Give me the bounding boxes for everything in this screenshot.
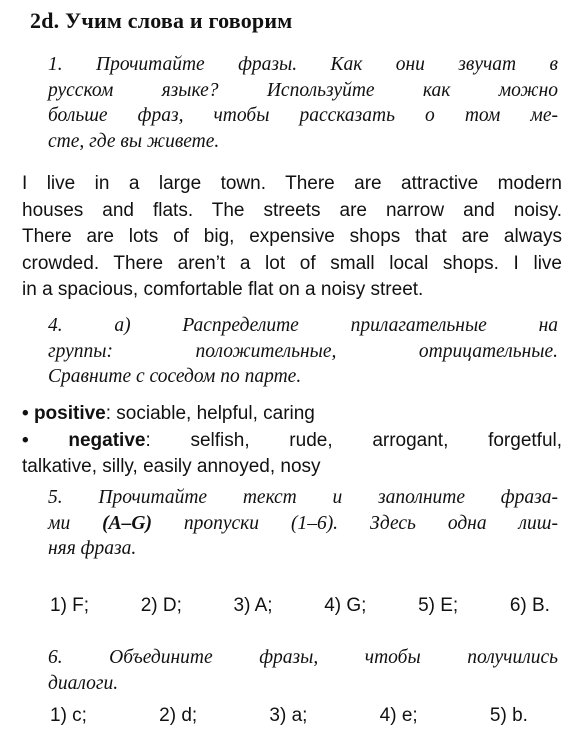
task-5-answers xyxy=(50,595,550,617)
positive-items: : sociable, helpful, caring xyxy=(105,403,315,424)
task-5-text: пропуски (1–6). Здесь одна лиш- xyxy=(151,512,558,534)
negative-label: negative xyxy=(68,429,146,451)
positive-list xyxy=(22,401,562,428)
task-5-text: ми xyxy=(48,512,103,534)
task-6-instructions xyxy=(48,645,558,696)
paragraph-line: I live in a large town. There are attractive modern xyxy=(22,173,562,194)
answer-item: 6) B. xyxy=(509,595,550,616)
negative-list xyxy=(22,428,562,455)
answer-item: 1) c; xyxy=(50,705,87,726)
task-5-line: няя фраза. xyxy=(48,538,137,559)
task-4-line: 4. а) Распределите прилагательные на xyxy=(48,315,558,336)
task-4-instructions xyxy=(48,313,558,390)
answer-item: 3) A; xyxy=(233,595,273,616)
answer-item: 2) d; xyxy=(159,705,198,726)
task-1-line: 1. Прочитайте фразы. Как они звучат в xyxy=(48,54,558,75)
positive-label: positive xyxy=(33,403,106,424)
description-paragraph xyxy=(22,171,562,304)
task-5-line: 5. Прочитайте текст и заполните фраза- xyxy=(48,487,558,508)
negative-items-continued: talkative, silly, easily annoyed, nosy xyxy=(22,456,321,477)
negative-items: : selfish, rude, arrogant, forgetful, xyxy=(145,429,563,451)
task-1-line: больше фраз, чтобы рассказать о том ме- xyxy=(48,105,558,126)
paragraph-line: in a spacious, comfortable flat on a noisy street. xyxy=(22,279,424,300)
task-5-range: (A–G) xyxy=(102,512,152,534)
answer-item: 4) e; xyxy=(379,705,418,726)
task-1-line: русском языке? Используйте как можно xyxy=(48,79,558,101)
answer-item: 1) F; xyxy=(50,595,90,616)
answer-item: 5) b. xyxy=(489,705,528,726)
paragraph-line: crowded. There aren’t a lot of small local shops. I live xyxy=(22,252,562,274)
task-4-line: группы: положительные, отрицательные. xyxy=(48,340,558,362)
task-6-line: 6. Объедините фразы, чтобы получились xyxy=(48,647,558,668)
task-5-instructions xyxy=(48,485,558,562)
task-6-line: диалоги. xyxy=(48,672,119,694)
task-4-line: Сравните с соседом по парте. xyxy=(48,366,302,387)
task-5-line xyxy=(48,511,558,537)
answer-item: 2) D; xyxy=(140,595,182,616)
task-1-instructions xyxy=(48,52,558,154)
task-6-answers xyxy=(50,705,528,727)
answer-item: 3) a; xyxy=(269,705,308,726)
paragraph-line: houses and flats. The streets are narrow and noisy. xyxy=(22,199,562,221)
bullet: • xyxy=(22,403,29,424)
bullet: • xyxy=(22,429,29,451)
paragraph-line: There are lots of big, expensive shops that are always xyxy=(22,226,562,247)
adjective-lists xyxy=(22,401,562,481)
answer-item: 5) E; xyxy=(418,595,459,616)
section-heading: 2d. Учим слова и говорим xyxy=(30,8,293,33)
answer-item: 4) G; xyxy=(324,595,367,616)
task-1-line: сте, где вы живете. xyxy=(48,130,220,152)
